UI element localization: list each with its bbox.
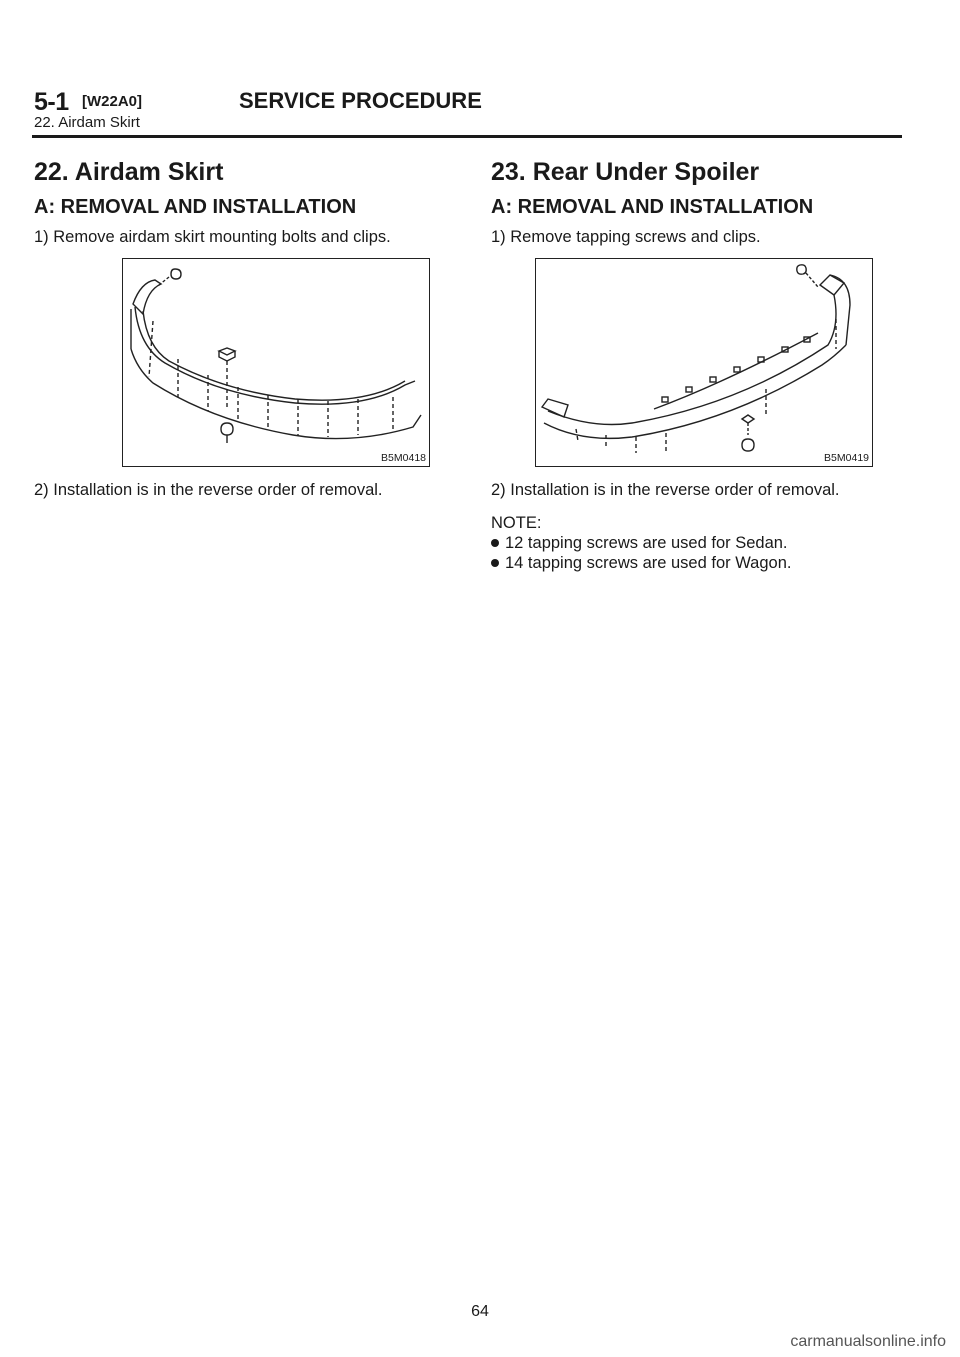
rear-spoiler-illustration bbox=[536, 259, 872, 466]
airdam-skirt-illustration bbox=[123, 259, 429, 466]
header-title: SERVICE PROCEDURE bbox=[239, 88, 482, 113]
page-number: 64 bbox=[471, 1303, 489, 1320]
step-2-text: 2) Installation is in the reverse order of removal. bbox=[491, 481, 840, 499]
step-1-text: 1) Remove airdam skirt mounting bolts and clips. bbox=[34, 228, 391, 246]
section-code: [W22A0] bbox=[82, 93, 143, 110]
section-heading: 23. Rear Under Spoiler bbox=[491, 158, 760, 186]
header-subtitle: 22. Airdam Skirt bbox=[34, 114, 140, 131]
step-1-text: 1) Remove tapping screws and clips. bbox=[491, 228, 761, 246]
subsection-heading: A: REMOVAL AND INSTALLATION bbox=[34, 196, 357, 218]
header-divider bbox=[32, 135, 902, 138]
note-item: 12 tapping screws are used for Sedan. bbox=[491, 533, 921, 553]
note-label: NOTE: bbox=[491, 514, 542, 532]
rear-spoiler-figure bbox=[535, 258, 873, 467]
figure-id: B5M0419 bbox=[824, 452, 869, 464]
bullet-icon bbox=[491, 559, 499, 567]
step-2-text: 2) Installation is in the reverse order of removal. bbox=[34, 481, 383, 499]
subsection-heading: A: REMOVAL AND INSTALLATION bbox=[491, 196, 814, 218]
page-header bbox=[34, 88, 904, 138]
figure-id: B5M0418 bbox=[381, 452, 426, 464]
section-heading: 22. Airdam Skirt bbox=[34, 158, 224, 186]
rear-under-spoiler-section bbox=[491, 158, 921, 573]
section-number: 5-1 bbox=[34, 88, 69, 116]
note-item: 14 tapping screws are used for Wagon. bbox=[491, 553, 921, 573]
bullet-icon bbox=[491, 539, 499, 547]
airdam-skirt-section bbox=[34, 158, 464, 501]
watermark: carmanualsonline.info bbox=[790, 1333, 946, 1350]
airdam-skirt-figure bbox=[122, 258, 430, 467]
